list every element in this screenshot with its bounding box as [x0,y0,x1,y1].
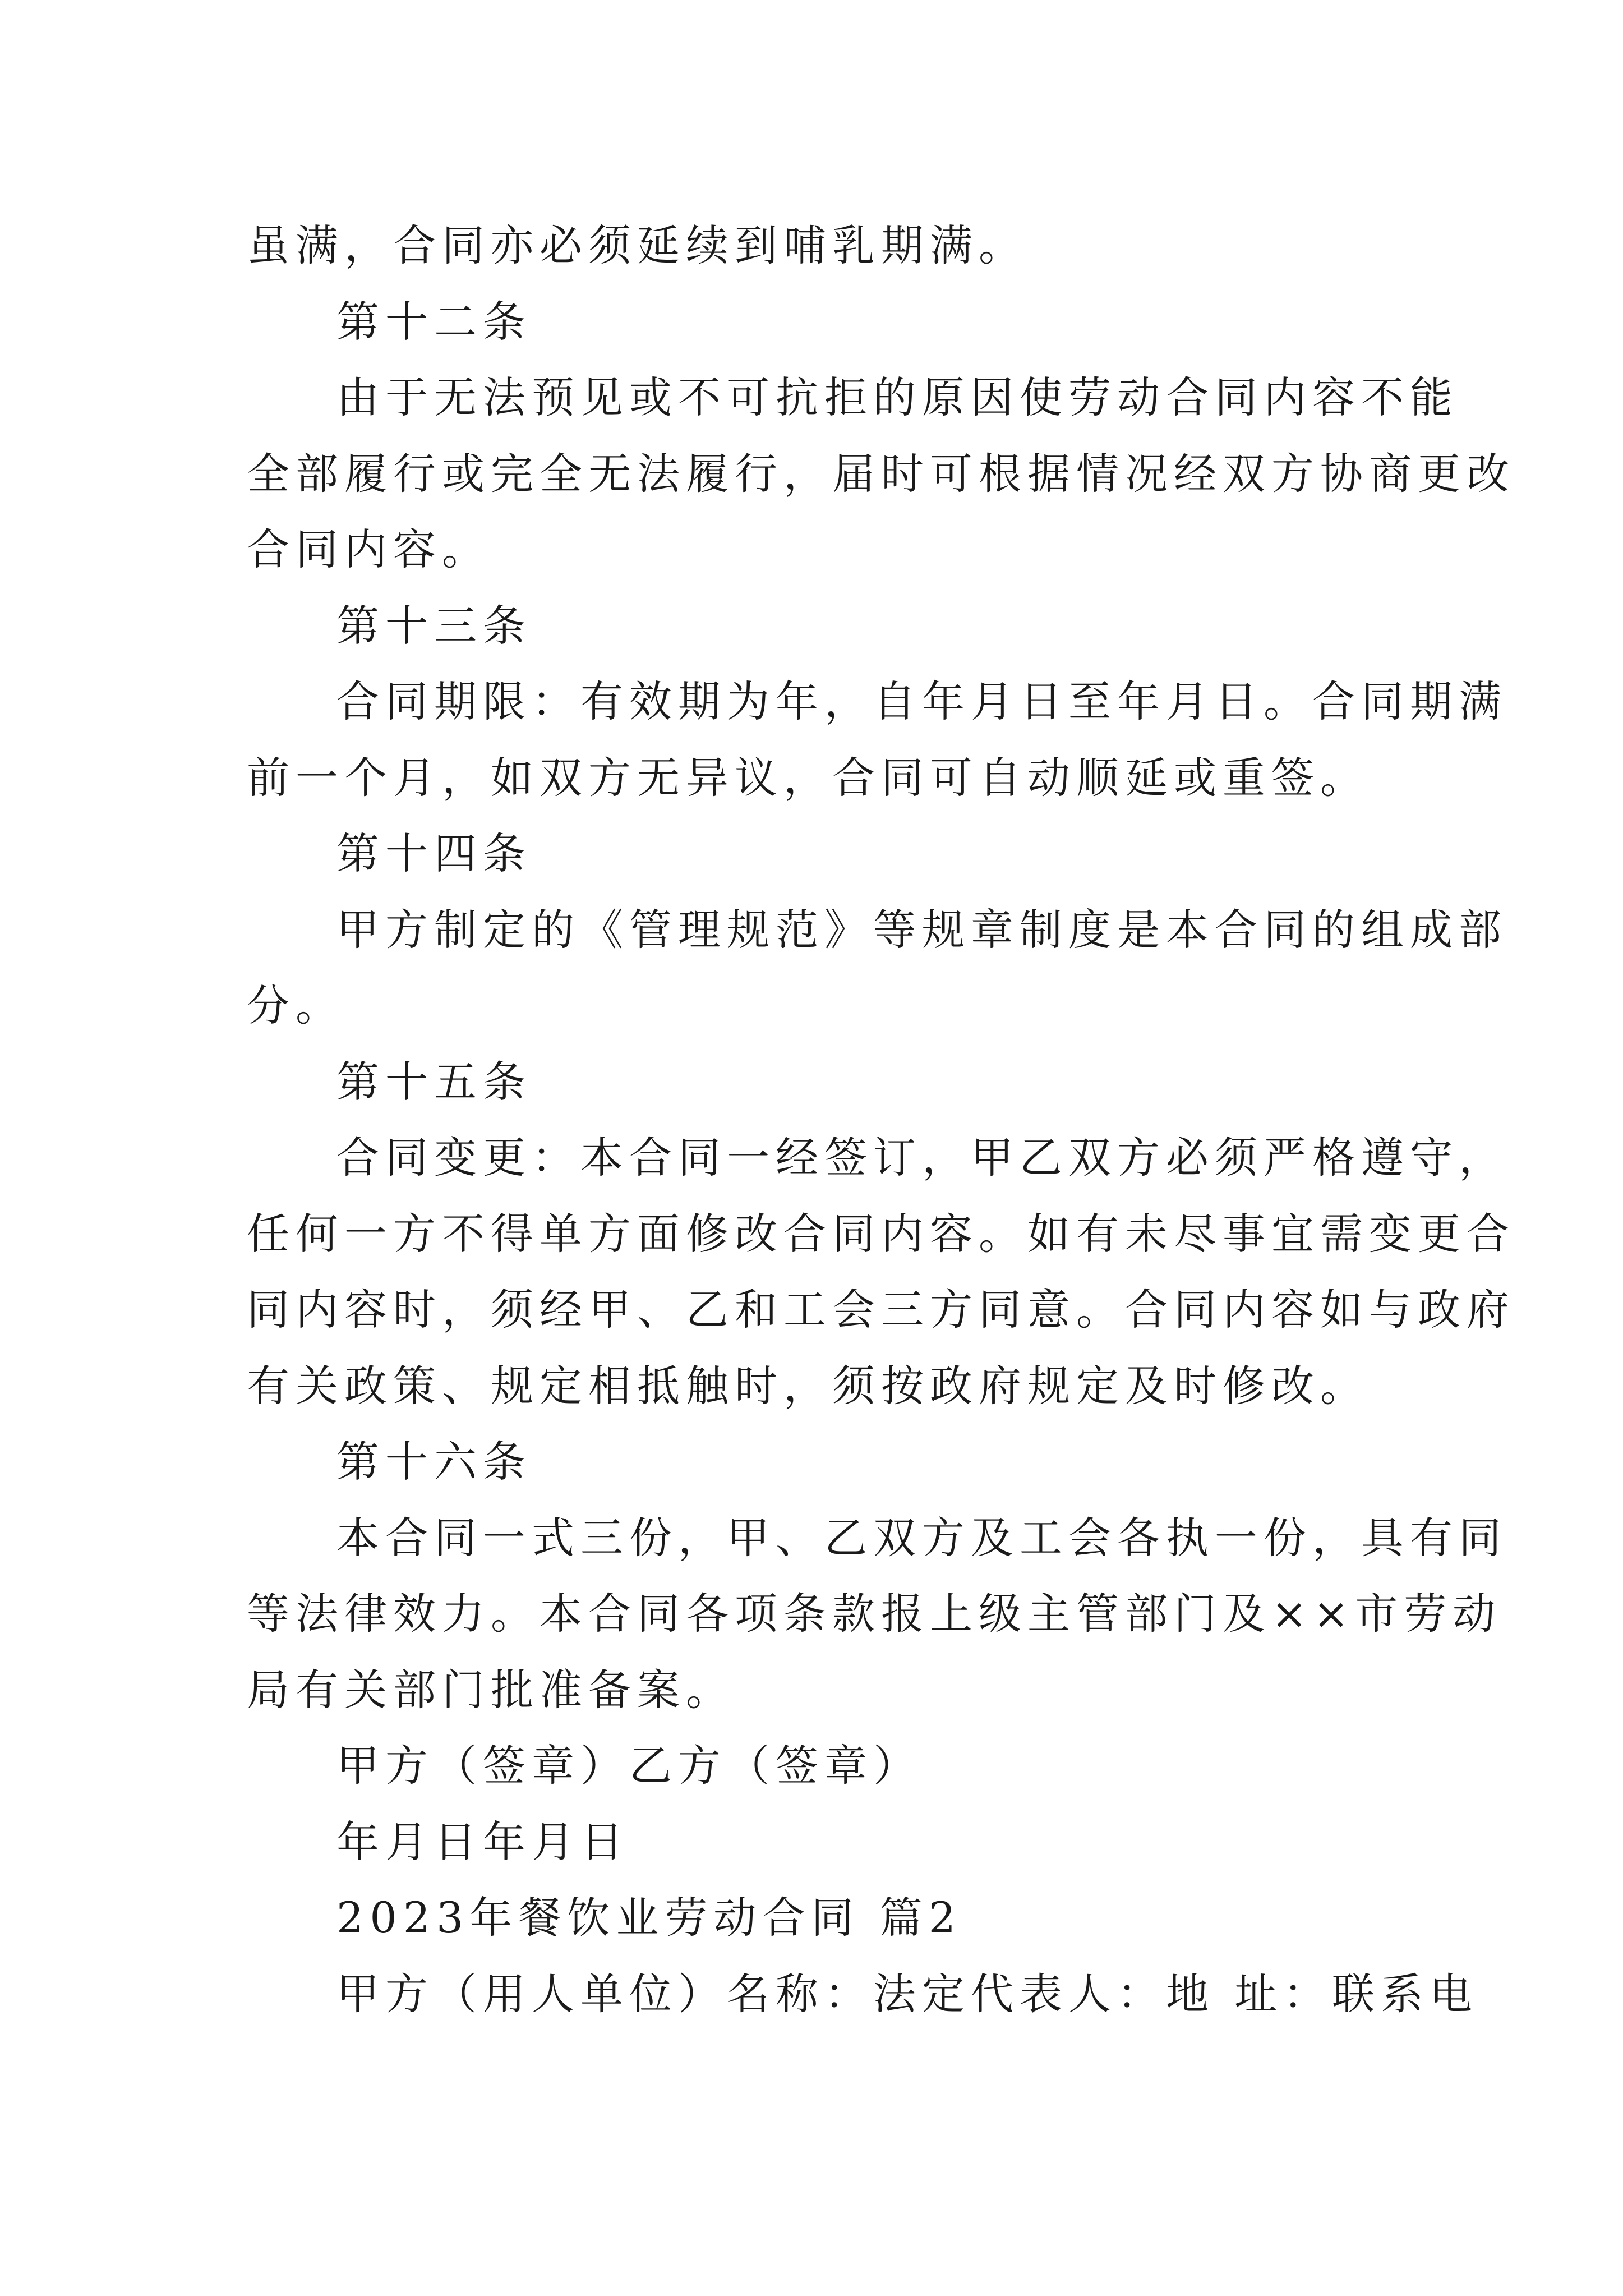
article-heading: 第十五条 [336,1056,532,1107]
article-heading: 第十六条 [336,1437,532,1487]
text-line: 甲方（用人单位）名称：法定代表人：地 址：联系电 [336,1968,1479,2019]
article-heading: 第十三条 [336,600,532,651]
text-line: 等法律效力。本合同各项条款报上级主管部门及××市劳动 [247,1589,1502,1639]
date-line: 年月日年月日 [336,1816,629,1867]
text-line: 甲方制定的《管理规范》等规章制度是本合同的组成部 [336,904,1507,955]
text-line: 全部履行或完全无法履行，届时可根据情况经双方协商更改 [247,448,1515,499]
text-line: 有关政策、规定相抵触时，须按政府规定及时修改。 [247,1360,1369,1411]
text-line: 合同变更：本合同一经签订，甲乙双方必须严格遵守， [336,1133,1507,1182]
text-line: 由于无法预见或不可抗拒的原因使劳动合同内容不能 [336,372,1459,422]
text-line: 任何一方不得单方面修改合同内容。如有未尽事宜需变更合 [247,1208,1515,1259]
signature-line: 甲方（签章）乙方（签章） [336,1741,922,1791]
text-line: 分。 [247,981,344,1030]
article-heading: 第十二条 [336,296,532,347]
article-heading: 第十四条 [336,829,532,878]
document-body [247,208,1515,2032]
text-line: 本合同一式三份，甲、乙双方及工会各执一份，具有同 [336,1512,1507,1563]
text-line: 虽满，合同亦必须延续到哺乳期满。 [247,220,1027,270]
text-line: 合同内容。 [247,524,491,574]
text-line: 前一个月，如双方无异议，合同可自动顺延或重签。 [247,752,1369,803]
text-line: 同内容时，须经甲、乙和工会三方同意。合同内容如与政府 [247,1285,1515,1335]
text-line: 局有关部门批准备案。 [247,1664,735,1715]
section-title: 2023年餐饮业劳动合同 篇2 [336,1893,962,1943]
text-line: 合同期限：有效期为年，自年月日至年月日。合同期满 [336,677,1507,726]
